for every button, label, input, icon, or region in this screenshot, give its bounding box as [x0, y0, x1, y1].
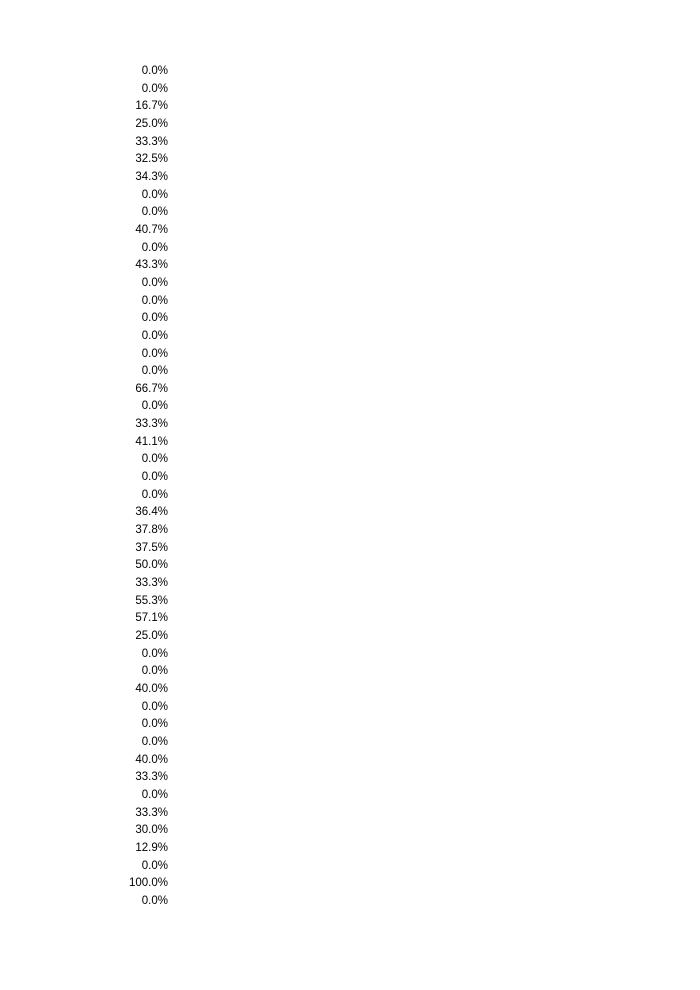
percentage-cell: 0.0% [141, 859, 168, 872]
percentage-cell: 57.1% [135, 612, 168, 625]
percentage-cell: 40.0% [135, 753, 168, 766]
percentage-cell: 33.3% [135, 771, 168, 784]
percentage-cell: 50.0% [135, 559, 168, 572]
percentage-cell: 0.0% [141, 206, 168, 219]
percentage-cell: 37.5% [135, 541, 168, 554]
percentage-cell: 0.0% [141, 700, 168, 713]
percentage-cell: 0.0% [141, 365, 168, 378]
percentage-cell: 0.0% [141, 735, 168, 748]
percentage-cell: 0.0% [141, 82, 168, 95]
percentage-cell: 0.0% [141, 294, 168, 307]
percentage-cell: 33.3% [135, 577, 168, 590]
percentage-cell: 0.0% [141, 241, 168, 254]
percentage-cell: 0.0% [141, 276, 168, 289]
percentage-cell: 0.0% [141, 665, 168, 678]
percentage-cell: 0.0% [141, 329, 168, 342]
percentage-cell: 100.0% [128, 877, 168, 890]
percentage-cell: 0.0% [141, 788, 168, 801]
percentage-cell: 0.0% [141, 400, 168, 413]
percentage-cell: 30.0% [135, 824, 168, 837]
percentage-cell: 0.0% [141, 188, 168, 201]
percentage-cell: 0.0% [141, 312, 168, 325]
percentage-cell: 0.0% [141, 471, 168, 484]
percentage-cell: 34.3% [135, 170, 168, 183]
percentage-cell: 66.7% [135, 382, 168, 395]
percentage-cell: 41.1% [135, 435, 168, 448]
percentage-cell: 33.3% [135, 418, 168, 431]
percentage-cell: 36.4% [135, 506, 168, 519]
percentage-cell: 37.8% [135, 524, 168, 537]
percentage-cell: 55.3% [135, 594, 168, 607]
percentage-column [100, 63, 168, 911]
percentage-cell: 33.3% [135, 135, 168, 148]
percentage-cell: 16.7% [135, 100, 168, 113]
percentage-cell: 40.7% [135, 223, 168, 236]
percentage-cell: 0.0% [141, 488, 168, 501]
percentage-cell: 0.0% [141, 647, 168, 660]
percentage-cell: 25.0% [135, 630, 168, 642]
percentage-cell: 33.3% [135, 806, 168, 819]
percentage-cell: 0.0% [141, 894, 168, 907]
percentage-cell: 43.3% [135, 259, 168, 272]
percentage-cell: 40.0% [135, 682, 168, 695]
percentage-cell: 0.0% [141, 718, 168, 731]
percentage-cell: 0.0% [141, 65, 168, 77]
percentage-cell: 0.0% [141, 453, 168, 466]
percentage-cell: 25.0% [135, 117, 168, 130]
percentage-cell: 0.0% [141, 347, 168, 360]
percentage-cell: 32.5% [135, 153, 168, 166]
percentage-cell: 12.9% [135, 841, 168, 854]
